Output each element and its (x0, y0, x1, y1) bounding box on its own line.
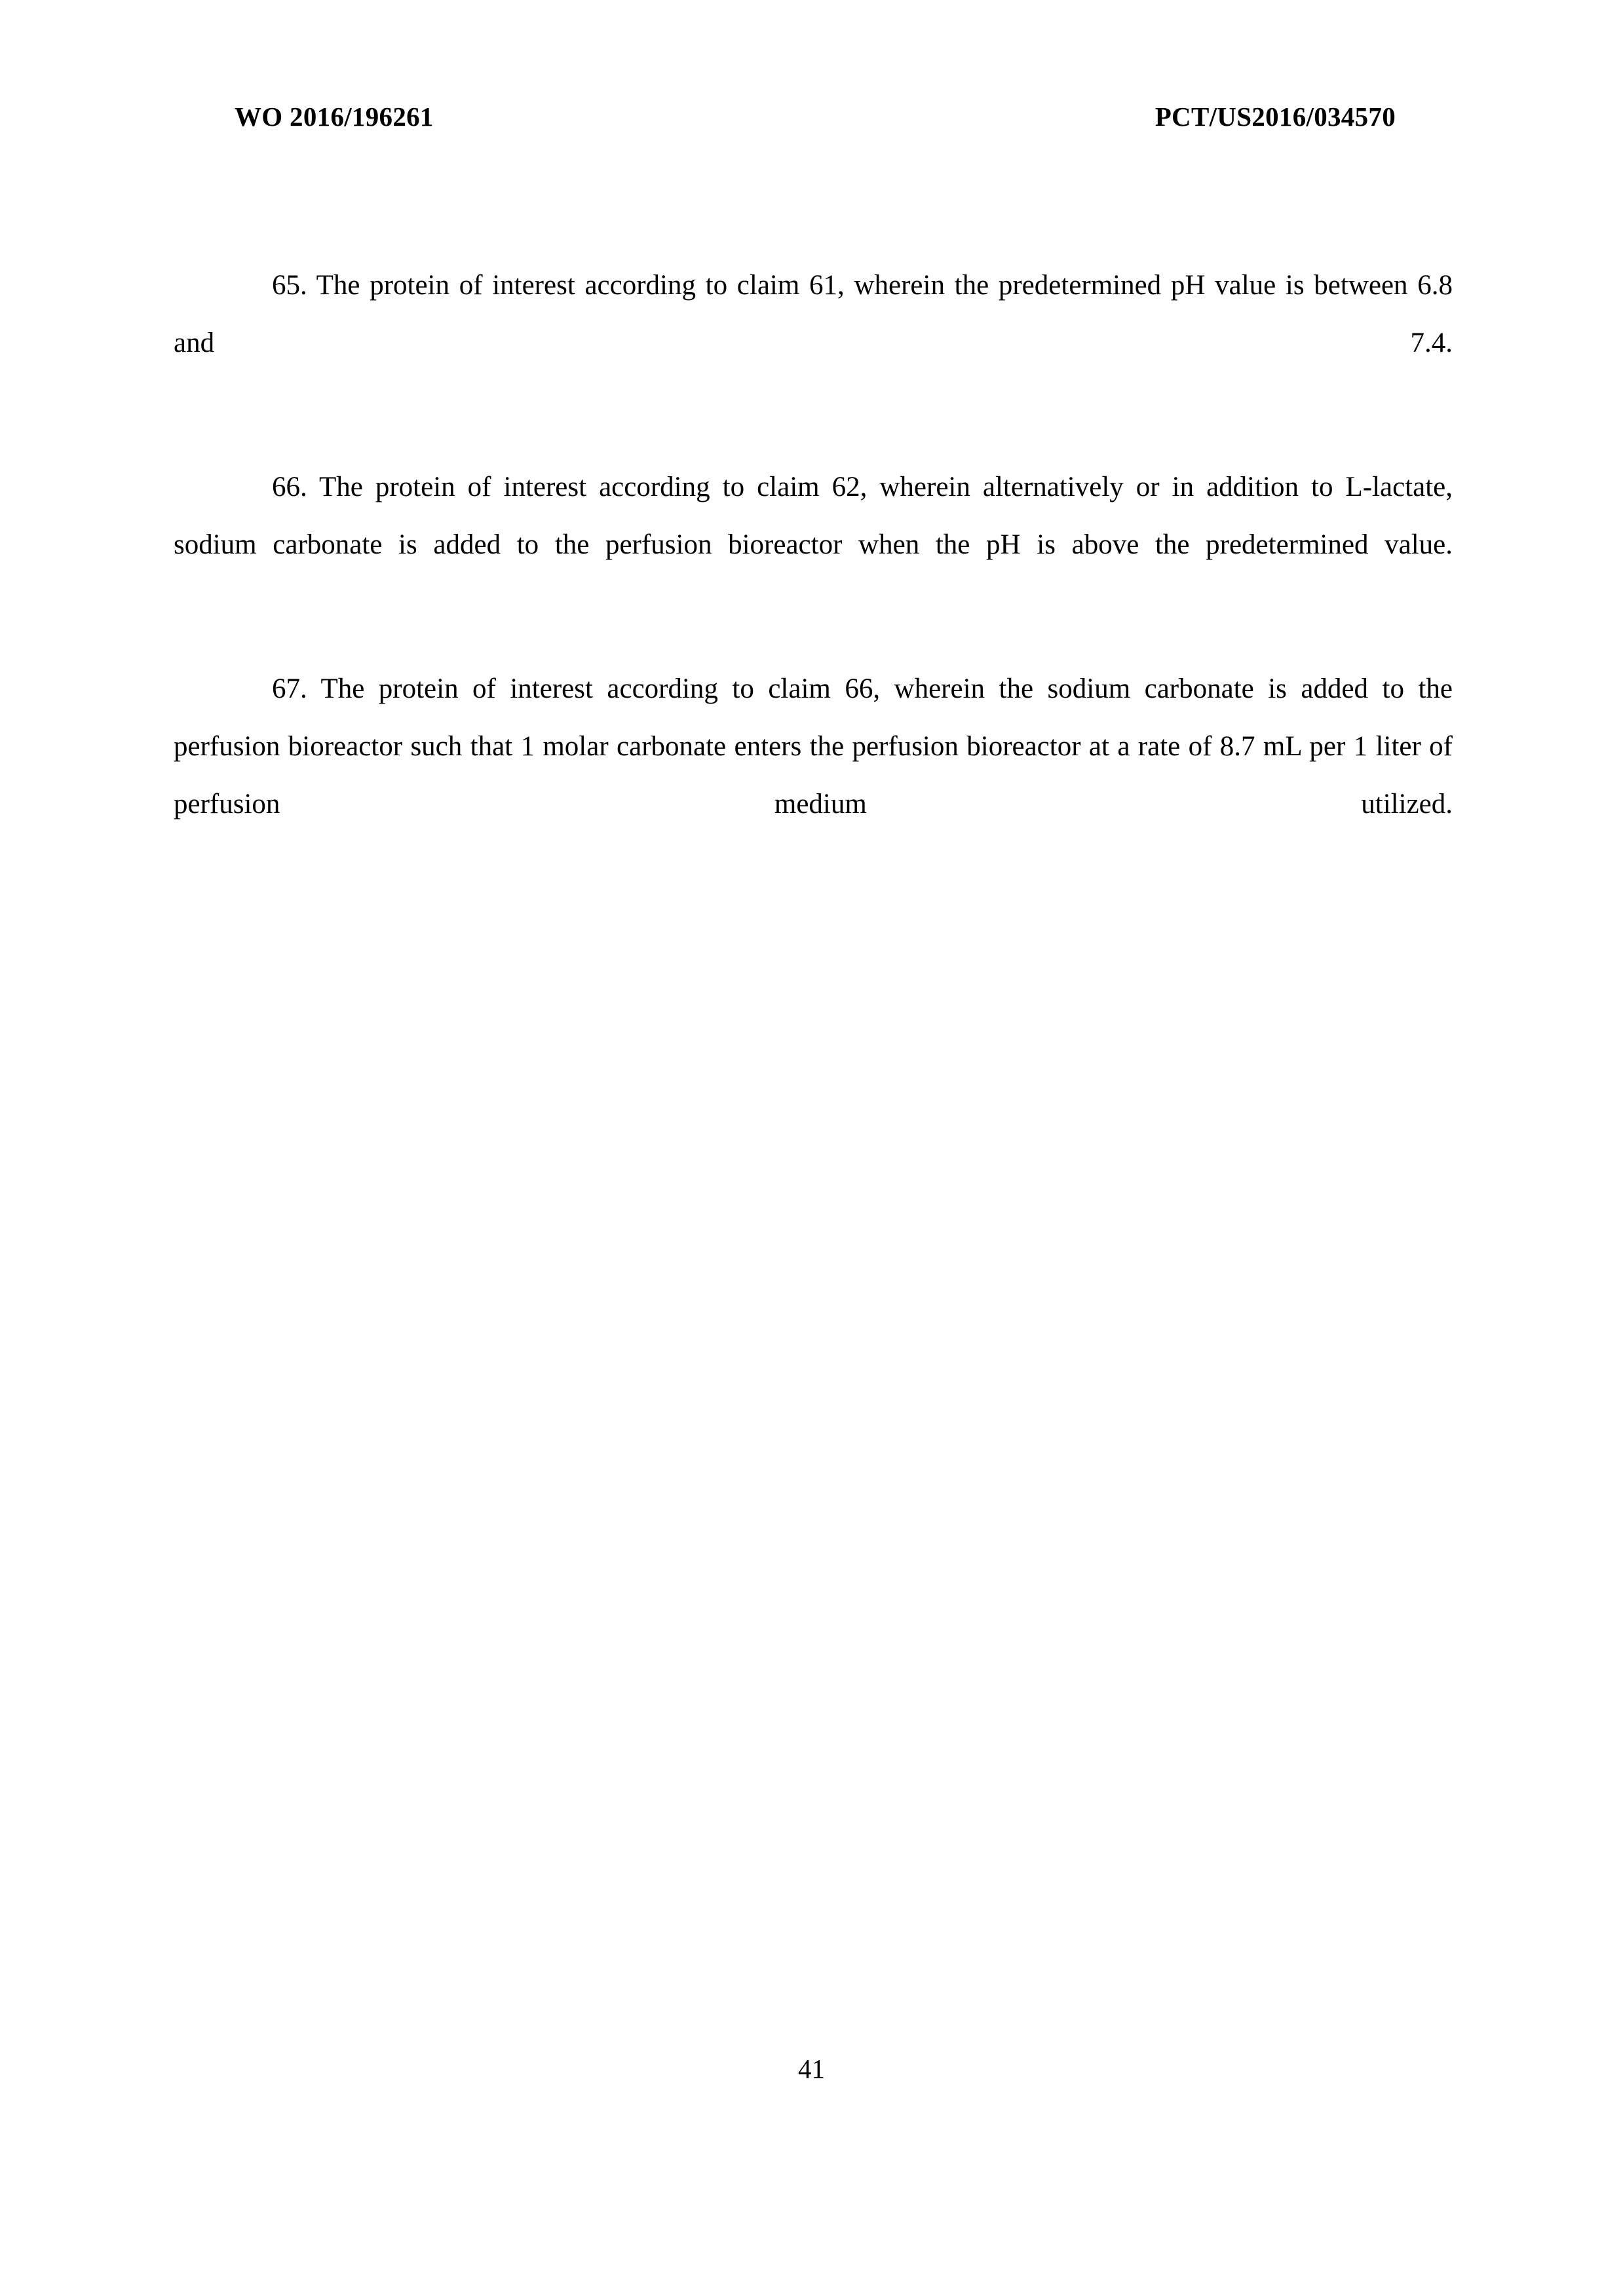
claim-paragraph-67: 67. The protein of interest according to claim 66, wherein the sodium carbonate is added to the perfusion bioreactor such that 1 molar carbonate enters the perfusion bioreactor at a rate of 8.7 mL per 1 liter of perfusion medium utilized. (174, 673, 1453, 819)
header-application-number: PCT/US2016/034570 (1155, 102, 1396, 132)
claim-paragraph-66: 66. The protein of interest according to claim 62, wherein alternatively or in addition to L-lactate, sodium carbonate is added to the perfusion bioreactor when the pH is above the predetermined value. (174, 472, 1453, 560)
page-header (235, 104, 1396, 140)
page-number: 41 (798, 2054, 825, 2084)
header-publication-number: WO 2016/196261 (235, 102, 434, 132)
claim-paragraph-65: 65. The protein of interest according to claim 61, wherein the predetermined pH value is between 6.8 and 7.4. (174, 270, 1453, 358)
claims-body (174, 257, 1453, 891)
